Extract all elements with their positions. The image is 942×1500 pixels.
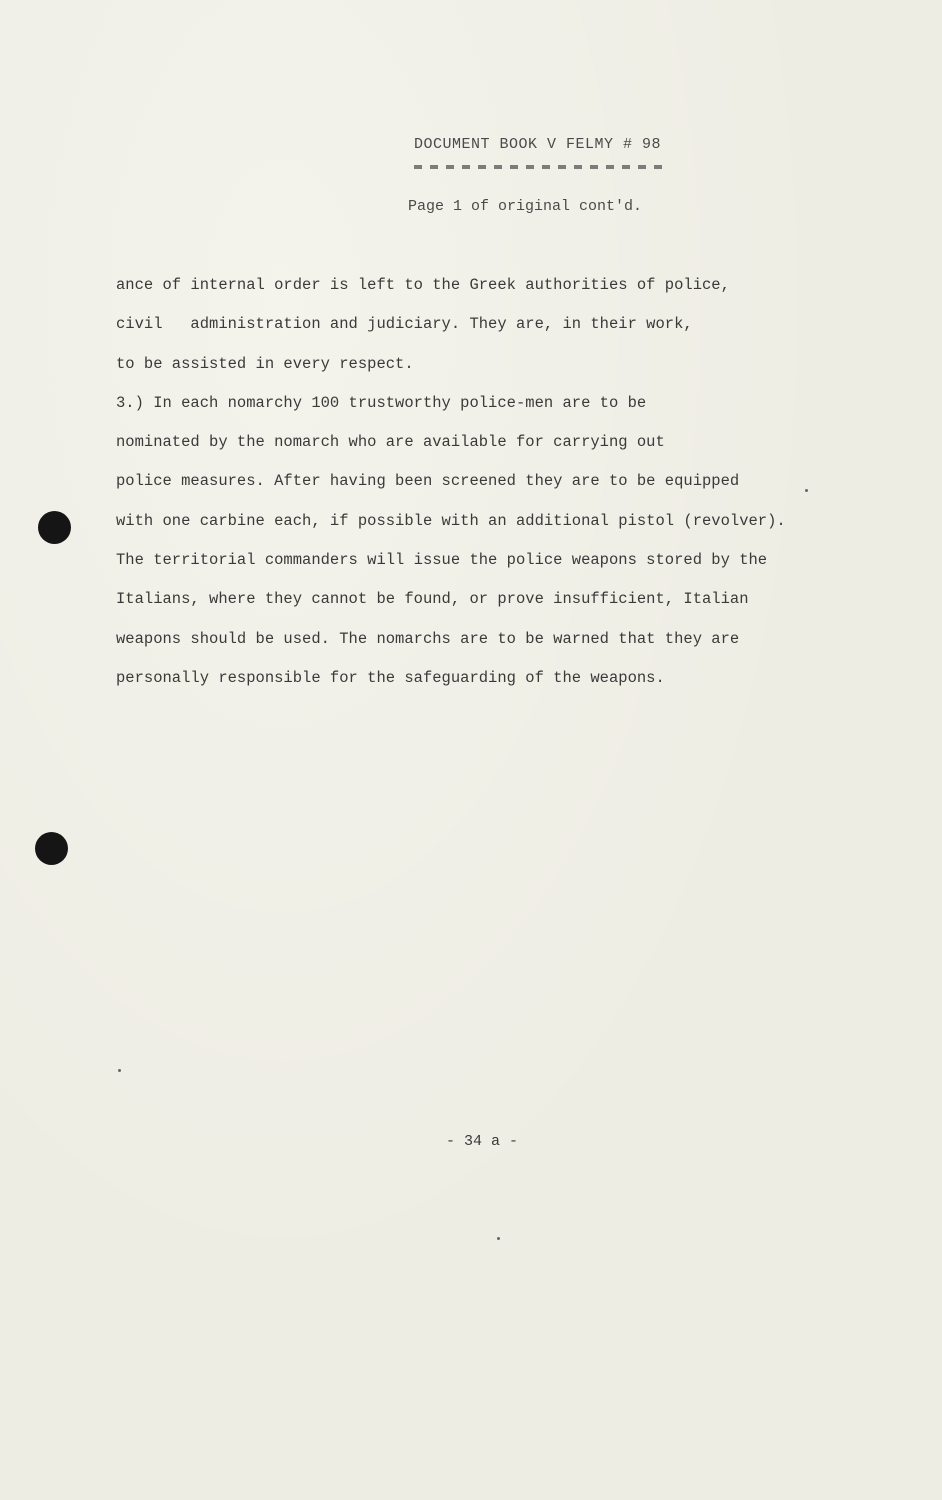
text-line: The territorial commanders will issue the police weapons stored by the	[116, 551, 768, 570]
paper-speck	[805, 489, 808, 492]
paper-speck	[118, 1069, 121, 1072]
text-line: to be assisted in every respect.	[116, 354, 414, 373]
paper-speck	[497, 1237, 500, 1240]
text-line: nominated by the nomarch who are available for carrying out	[116, 433, 665, 452]
punch-hole	[38, 511, 71, 544]
punch-hole	[35, 832, 68, 865]
text-line: weapons should be used. The nomarchs are to be warned that they are	[116, 629, 740, 648]
page-number: - 34 a -	[446, 1133, 519, 1150]
text-line: Italians, where they cannot be found, or prove insufficient, Italian	[116, 590, 749, 609]
text-line: personally responsible for the safeguarding of the weapons.	[116, 668, 665, 687]
text-line: with one carbine each, if possible with an additional pistol (revolver).	[116, 511, 786, 530]
document-reference: DOCUMENT BOOK V FELMY # 98	[414, 136, 662, 153]
text-line: police measures. After having been screened they are to be equipped	[116, 472, 740, 491]
dashed-underline	[414, 165, 670, 169]
text-line: ance of internal order is left to the Greek authorities of police,	[116, 276, 730, 294]
body-text	[116, 272, 836, 704]
page-continuation-note: Page 1 of original cont'd.	[408, 198, 643, 215]
text-line: civil administration and judiciary. They are, in their work,	[116, 315, 693, 334]
text-line: 3.) In each nomarchy 100 trustworthy police-men are to be	[116, 393, 647, 412]
